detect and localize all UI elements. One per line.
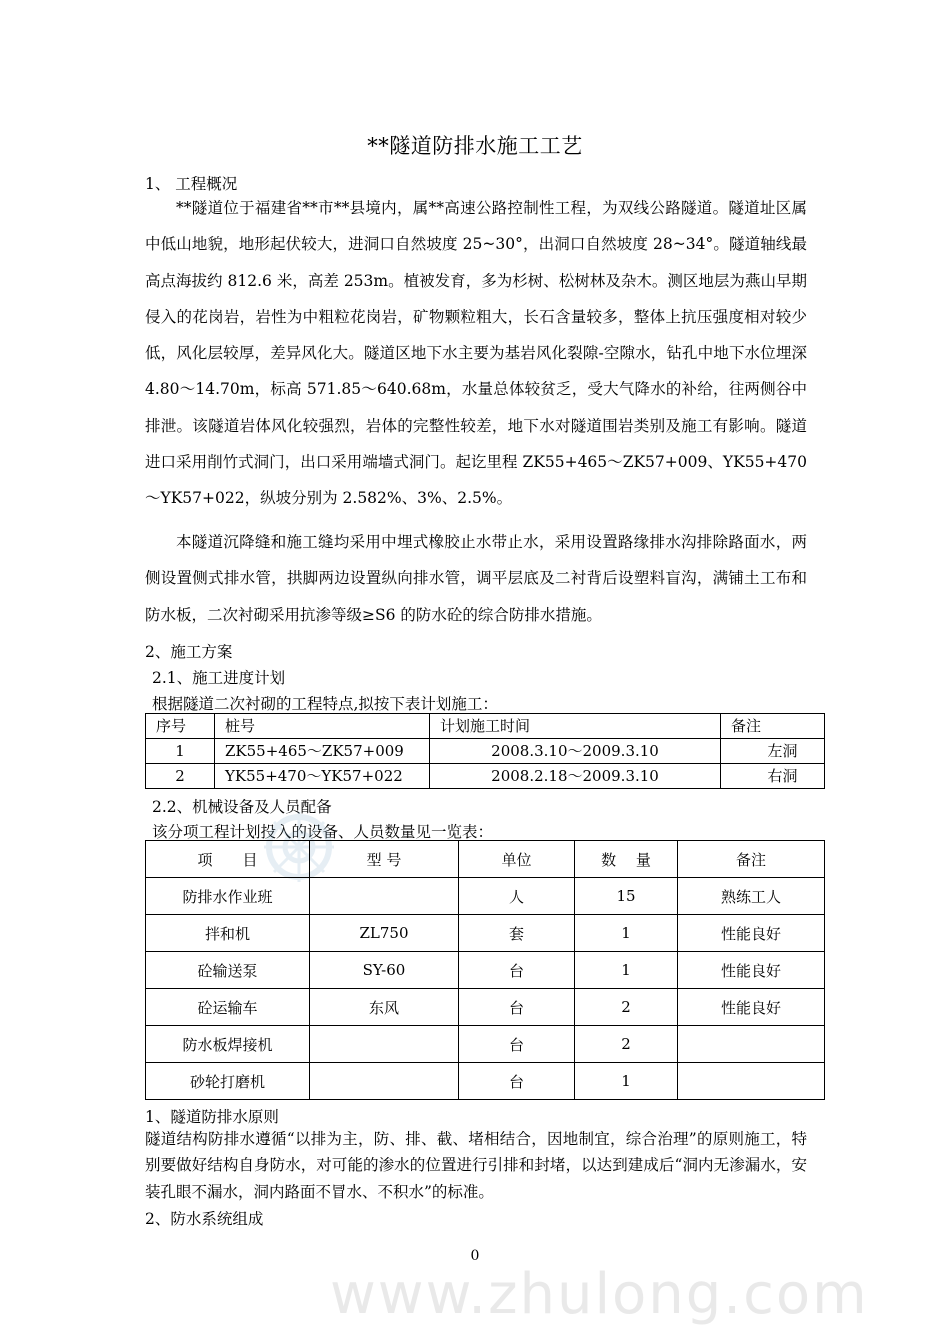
table-cell: ZK55+465～ZK57+009 <box>215 739 430 764</box>
table-row <box>146 764 825 789</box>
table-row <box>146 739 825 764</box>
table-header-cell: 桩号 <box>215 714 430 739</box>
table-cell: ZL750 <box>310 915 459 952</box>
section-1-heading: 1、 工程概况 <box>145 175 238 193</box>
table-row <box>146 915 825 952</box>
table-cell: YK55+470～YK57+022 <box>215 764 430 789</box>
table-header-cell: 型 号 <box>310 841 459 878</box>
table-cell: 砂轮打磨机 <box>146 1063 310 1100</box>
system-composition-heading: 2、防水系统组成 <box>145 1210 264 1228</box>
section-2-2-intro: 该分项工程计划投入的设备、人员数量见一览表： <box>152 823 494 841</box>
table-header-cell: 备注 <box>678 841 825 878</box>
table-cell <box>310 878 459 915</box>
table-cell: 右洞 <box>721 764 825 789</box>
table-cell: 性能良好 <box>678 915 825 952</box>
page-number: 0 <box>470 1248 480 1264</box>
table-cell: 东风 <box>310 989 459 1026</box>
table-header-cell: 序号 <box>146 714 215 739</box>
table-row <box>146 1026 825 1063</box>
table-cell: 台 <box>459 952 575 989</box>
table-cell: 台 <box>459 1026 575 1063</box>
table-cell: 套 <box>459 915 575 952</box>
table-row <box>146 878 825 915</box>
table-cell: 台 <box>459 1063 575 1100</box>
section-2-heading: 2、施工方案 <box>145 643 233 661</box>
table-cell: 1 <box>575 915 678 952</box>
table-cell: 防水板焊接机 <box>146 1026 310 1063</box>
table-header-row <box>146 714 825 739</box>
table-cell: SY-60 <box>310 952 459 989</box>
table-row <box>146 989 825 1026</box>
principle-paragraph: 隧道结构防排水遵循“以排为主，防、排、截、堵相结合，因地制宜，综合治理”的原则施工，特别要做好结构自身防水，对可能的渗水的位置进行引排和封堵，以达到建成后“洞内无渗漏水，安装孔眼不漏水，洞内路面不冒水、不积水”的标准。 <box>145 1130 807 1201</box>
table-cell <box>310 1026 459 1063</box>
table-cell: 拌和机 <box>146 915 310 952</box>
principle-heading: 1、隧道防排水原则 <box>145 1108 279 1126</box>
table-cell <box>310 1063 459 1100</box>
table-cell: 1 <box>575 1063 678 1100</box>
table-cell: 2 <box>575 989 678 1026</box>
table-cell: 2 <box>146 764 215 789</box>
table-cell: 2008.2.18～2009.3.10 <box>430 764 721 789</box>
section-2-2-heading: 2.2、机械设备及人员配备 <box>152 798 332 816</box>
table-cell: 15 <box>575 878 678 915</box>
table-row <box>146 952 825 989</box>
table-header-row <box>146 841 825 878</box>
table-cell <box>678 1063 825 1100</box>
section-1-paragraph-2: 本隧道沉降缝和施工缝均采用中埋式橡胶止水带止水，采用设置路缘排水沟排除路面水，两侧设置侧式排水管，拱脚两边设置纵向排水管，调平层底及二衬背后设塑料盲沟，满铺土工布和防水板，二次衬砌采用抗渗等级≥S6 的防水砼的综合防排水措施。 <box>145 533 807 624</box>
table-header-cell: 项 目 <box>146 841 310 878</box>
table-cell <box>678 1026 825 1063</box>
section-2-1-intro: 根据隧道二次衬砌的工程特点,拟按下表计划施工： <box>152 695 498 713</box>
table-cell: 性能良好 <box>678 989 825 1026</box>
table-header-cell: 计划施工时间 <box>430 714 721 739</box>
table-header-cell: 数 量 <box>575 841 678 878</box>
table-row <box>146 1063 825 1100</box>
table-cell: 性能良好 <box>678 952 825 989</box>
table-cell: 2008.3.10～2009.3.10 <box>430 739 721 764</box>
table-cell: 台 <box>459 989 575 1026</box>
schedule-table <box>145 713 825 789</box>
table-cell: 熟练工人 <box>678 878 825 915</box>
table-cell: 左洞 <box>721 739 825 764</box>
watermark-text: www.zhulong.com <box>330 1262 869 1327</box>
table-cell: 砼运输车 <box>146 989 310 1026</box>
table-header-cell: 备注 <box>721 714 825 739</box>
table-cell: 防排水作业班 <box>146 878 310 915</box>
table-cell: 2 <box>575 1026 678 1063</box>
table-cell: 1 <box>575 952 678 989</box>
table-cell: 1 <box>146 739 215 764</box>
table-header-cell: 单位 <box>459 841 575 878</box>
document-title: **隧道防排水施工工艺 <box>367 134 583 158</box>
section-1-paragraph-1: **隧道位于福建省**市**县境内，属**高速公路控制性工程，为双线公路隧道。隧道址区属中低山地貌，地形起伏较大，进洞口自然坡度 25~30°，出洞口自然坡度 28~34°。隧道轴线最高点海拔约 812.6 米，高差 253m。植被发育，多为杉树、松树林及杂木。测区地层为燕山早期侵入的花岗岩，岩性为中粗粒花岗岩，矿物颗粒粗大，长石含量较多，整体上抗压强度相对较少低，风化层较厚，差异风化大。隧道区地下水主要为基岩风化裂隙-空隙水，钻孔中地下水位埋深 4.80～14.70m，标高 571.85～640.68m，水量总体较贫乏，受大气降水的补给，往两侧谷中排泄。该隧道岩体风化较强烈，岩体的完整性较差，地下水对隧道围岩类别及施工有影响。隧道进口采用削竹式洞门，出口采用端墙式洞门。起讫里程 ZK55+465～ZK57+009、YK55+470～YK57+022，纵坡分别为 2.582%、3%、2.5%。 <box>145 199 807 508</box>
table-cell: 人 <box>459 878 575 915</box>
section-2-1-heading: 2.1、施工进度计划 <box>152 669 286 687</box>
table-cell: 砼输送泵 <box>146 952 310 989</box>
equipment-table <box>145 840 825 1100</box>
